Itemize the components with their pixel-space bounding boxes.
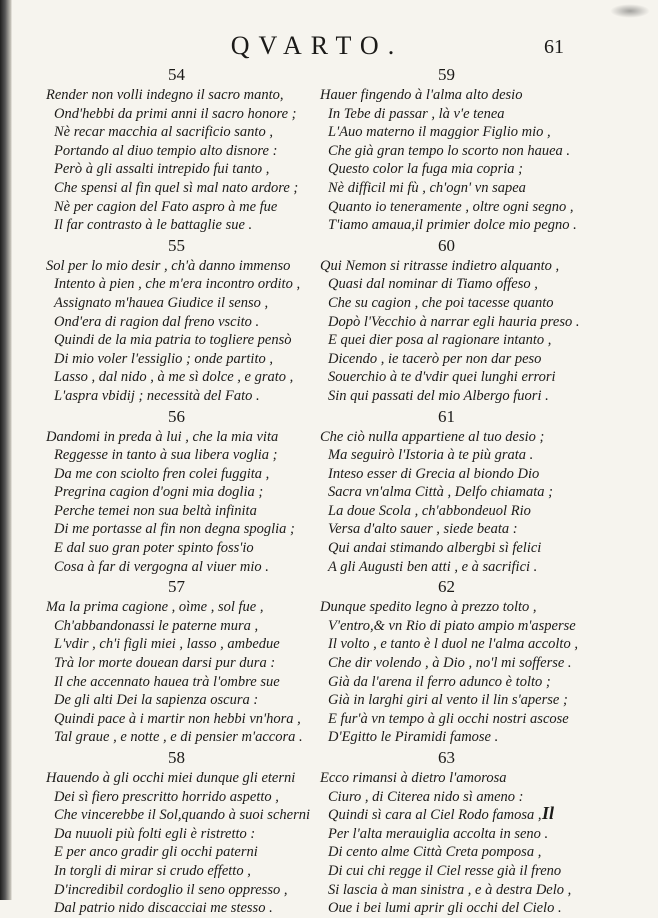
verse-line: Ond'hebbi da primi anni il sacro honore ; xyxy=(54,105,297,122)
verse-line: Il far contrasto à le battaglie sue . xyxy=(54,217,253,234)
stanza-number: 57 xyxy=(168,577,185,597)
stanza xyxy=(320,576,620,747)
stanza xyxy=(320,747,620,918)
stanza-number: 55 xyxy=(168,235,185,255)
verse-line: Che su cagion , che poi tacesse quanto xyxy=(328,294,554,311)
verse-line: Quanto io teneramente , oltre ogni segno , xyxy=(328,198,574,215)
verse-line: Si lascia à man sinistra , e à destra Delo , xyxy=(328,881,572,898)
page-gutter-shadow xyxy=(0,0,12,900)
verse-line: Render non volli indegno il sacro manto, xyxy=(46,87,284,103)
verse-line: Però à gli assalti intrepido fui tanto , xyxy=(54,161,270,178)
verse-line: Versa d'alto sauer , siede beata : xyxy=(328,521,518,538)
verse-line: Quasi dal nominar di Tiamo offeso , xyxy=(328,276,538,293)
verse-line: E quei dier posa al ragionare intanto , xyxy=(328,332,552,349)
verse-line: L'Auo materno il maggior Figlio mio , xyxy=(328,124,551,141)
verse-line: D'incredibil cordoglio il seno oppresso , xyxy=(54,881,288,898)
verse-line: Oue i bei lumi aprir gli occhi del Cielo . xyxy=(328,900,562,917)
verse-line: Di cui chi regge il Ciel resse già il freno xyxy=(328,862,562,879)
verse-line: Tal graue , e notte , e di pensier m'accora . xyxy=(54,729,303,746)
verse-line: Quindi de la mia patria to togliere pensò xyxy=(54,332,292,349)
verse-line: Ond'era di ragion dal freno vscito . xyxy=(54,313,260,330)
verse-line: De gli alti Dei la sapienza oscura : xyxy=(54,692,259,709)
verse-line: In torgli di mirar si crudo effetto , xyxy=(54,862,251,879)
verse-line: Ma seguirò l'Istoria à te più grata . xyxy=(328,447,534,464)
verse-line: Di cento alme Città Creta pomposa , xyxy=(328,844,542,861)
verse-line: Il che accennato hauea trà l'ombre sue xyxy=(54,673,280,690)
verse-line: Di mio voler l'essiglio ; onde partito , xyxy=(54,350,273,367)
verse-line: In Tebe di passar , là v'e tenea xyxy=(328,105,505,122)
verse-line: Quindi pace à i martir non hebbi vn'hora , xyxy=(54,710,301,727)
verse-line: Che vincerebbe il Sol,quando à suoi scherni xyxy=(54,807,310,824)
verse-line: L'vdir , ch'i figli miei , lasso , ambedue xyxy=(54,636,280,653)
verse-line: Dandomi in preda à lui , che la mia vita xyxy=(46,428,279,445)
verse-line: Da nuuoli più folti egli è ristretto : xyxy=(54,825,256,842)
left-column xyxy=(46,64,346,918)
verse-line: Quindi sì cara al Ciel Rodo famosa , xyxy=(328,807,542,824)
stanza xyxy=(320,235,620,406)
verse-line: Dal patrio nido discacciai me stesso . xyxy=(54,900,273,917)
verse-line: Pregrina cagion d'ogni mia doglia ; xyxy=(54,484,264,501)
verse-line: Inteso esser di Grecia al biondo Dio xyxy=(328,465,540,482)
running-title: QVARTO. xyxy=(230,31,404,60)
stanza-number: 58 xyxy=(168,748,185,767)
stanza-number: 60 xyxy=(438,235,455,255)
page-number: 61 xyxy=(544,36,564,58)
verse-line: Hauendo à gli occhi miei dunque gli eterni xyxy=(46,770,296,786)
verse-line: Nè recar macchia al sacrificio santo , xyxy=(54,124,273,141)
verse-line: Questo color la fuga mia copria ; xyxy=(328,161,523,178)
verse-line: Assignato m'hauea Giudice il senso , xyxy=(54,294,269,311)
verse-line: E fur'à vn tempo à gli occhi nostri ascose xyxy=(328,710,569,727)
verse-line: Sacra vn'alma Città , Delfo chiamata ; xyxy=(328,484,554,501)
verse-line: Dei sì fiero prescritto horrido aspetto , xyxy=(54,788,279,805)
verse-line: Sin qui passati del mio Albergo fuori . xyxy=(328,387,549,404)
verse-line: Dopò l'Vecchio à narrar egli hauria preso . xyxy=(328,313,580,330)
verse-line: Ma la prima cagione , oìme , sol fue , xyxy=(46,599,264,616)
verse-line: Cosa à far di vergogna al viuer mio . xyxy=(54,558,269,575)
verse-line: A gli Augusti ben atti , e à sacrifici . xyxy=(328,558,538,575)
stanza xyxy=(320,406,620,577)
stanza-number: 56 xyxy=(168,406,185,426)
verse-line: Che ciò nulla appartiene al tuo desio ; xyxy=(320,428,545,445)
verse-line: Trà lor morte douean darsi pur dura : xyxy=(54,655,276,672)
verse-line: Il volto , e tanto è l duol ne l'alma accolto , xyxy=(328,636,578,653)
stanza-number: 62 xyxy=(438,577,455,597)
verse-line: Nè per cagion del Fato aspro à me fue xyxy=(54,198,278,215)
verse-line: Qui Nemon si ritrasse indietro alquanto , xyxy=(320,257,560,274)
right-column xyxy=(320,64,620,918)
ink-smudge xyxy=(610,4,650,18)
verse-line: Qui andai stimando albergbi sì felici xyxy=(328,540,542,557)
stanza-number: 59 xyxy=(438,65,455,84)
verse-line: Già da l'arena il ferro adunco è tolto ; xyxy=(328,673,551,690)
stanza xyxy=(46,406,346,577)
verse-line: Di me portasse al fin non degna spoglia ; xyxy=(54,521,295,538)
verse-line: Dicendo , ie tacerò per non dar peso xyxy=(328,350,542,367)
verse-line: Hauer fingendo à l'alma alto desio xyxy=(320,87,523,103)
stanza xyxy=(46,747,346,918)
verse-line: Souerchio à te d'vdir quei lunghi errori xyxy=(328,369,556,386)
verse-line: Perche temei non sua beltà infinita xyxy=(54,502,257,519)
verse-line: Nè difficil mi fù , ch'ogn' vn sapea xyxy=(328,179,526,196)
verse-line: Portando al diuo tempio alto disnore : xyxy=(54,142,278,159)
verse-line: D'Egitto le Piramidi famose . xyxy=(328,729,499,746)
verse-line: Dunque spedito legno à prezzo tolto , xyxy=(320,599,537,616)
verse-line: E dal suo gran poter spinto foss'io xyxy=(54,540,254,557)
verse-line: Per l'alta merauiglia accolta in seno . xyxy=(328,825,549,842)
stanza xyxy=(46,576,346,747)
stanza-number: 63 xyxy=(438,748,455,767)
verse-line: Che dir volendo , à Dio , no'l mi sofferse . xyxy=(328,655,572,672)
verse-line: Che già gran tempo lo scorto non hauea . xyxy=(328,142,571,159)
stanza xyxy=(46,235,346,406)
stanza xyxy=(46,64,346,235)
verse-line: Già in larghi giri al vento il lin s'aperse ; xyxy=(328,692,568,709)
verse-line: Intento à pien , che m'era incontro ordito , xyxy=(54,276,301,293)
verse-line: T'iamo amaua,il primier dolce mio pegno . xyxy=(328,217,577,234)
stanza-number: 61 xyxy=(438,406,455,426)
catchword: Il xyxy=(542,803,555,823)
verse-line: Lasso , dal nido , à me sì dolce , e grato , xyxy=(54,369,294,386)
verse-line: Ecco rimansi à dietro l'amorosa xyxy=(320,770,507,786)
verse-line: E per anco gradir gli occhi paterni xyxy=(54,844,258,861)
stanza-number: 54 xyxy=(168,65,185,84)
verse-line: V'entro,& vn Rio di piato ampio m'asperse xyxy=(328,617,576,634)
verse-line: Da me con sciolto fren colei fuggita , xyxy=(54,465,270,482)
verse-line: L'aspra vbidij ; necessità del Fato . xyxy=(54,387,260,404)
verse-line: Sol per lo mio desir , ch'à danno immenso xyxy=(46,257,291,274)
verse-line: La doue Scola , ch'abbondeuol Rio xyxy=(328,502,531,519)
verse-line: Reggesse in tanto à sua libera voglia ; xyxy=(54,447,278,464)
verse-line: Che spensi al fin quel sì mal nato ardore ; xyxy=(54,179,299,196)
verse-line: Ch'abbandonassi le paterne mura , xyxy=(54,617,259,634)
stanza xyxy=(320,64,620,235)
verse-line: Ciuro , di Citerea nido sì ameno : xyxy=(328,788,524,805)
